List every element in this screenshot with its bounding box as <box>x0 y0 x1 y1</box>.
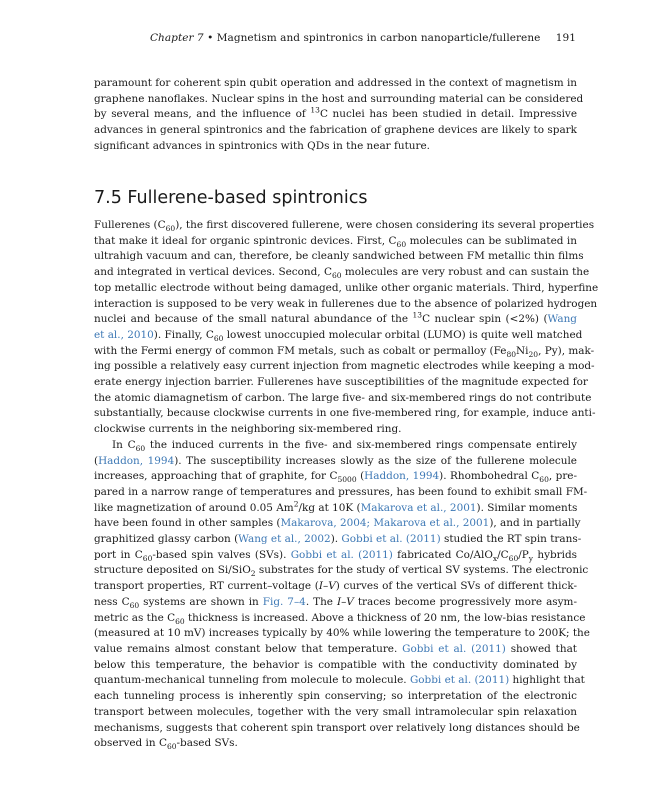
text-line: the atomic diamagnetism of carbon. The large five- and six-membered rings do not contribute <box>94 391 592 404</box>
citation-link[interactable]: Gobbi et al. (2011) <box>290 548 393 561</box>
chapter-label: Chapter 7 <box>149 32 204 44</box>
text-line: clockwise currents in the neighboring six-membered ring. <box>94 423 402 436</box>
citation-link[interactable]: Wang <box>547 313 577 326</box>
text-line: nuclei and because of the small natural abundance of the $^{13}$C nuclear spin (<2%) (Wang <box>94 310 577 326</box>
text-line: ness $C_{60}$ systems are shown in Fig. 7–4. The I–V traces become progressively more asym- <box>94 595 577 610</box>
text-line: by several means, and the influence of $^{13}$C nuclei has been studied in detail. Impressive <box>94 105 577 121</box>
page-number: 191 <box>555 32 576 44</box>
text-line: value remains almost constant below that temperature. Gobbi et al. (2011) showed that <box>94 642 578 655</box>
text-line: ultrahigh vacuum and can, therefore, be cleanly sandwiched between FM metallic thin films <box>94 250 584 263</box>
text-line: mechanisms, suggests that coherent spin transport over relatively long distances should be <box>94 721 580 734</box>
citation-link[interactable]: Makarova, 2004; Makarova et al., 2001 <box>280 517 490 530</box>
text-line: transport properties, RT current–voltage (I–V) curves of the vertical SVs of different thick- <box>94 580 578 593</box>
text-line: below this temperature, the behavior is compatible with the conductivity dominated by <box>94 658 577 671</box>
citation-link[interactable]: Gobbi et al. (2011) <box>341 533 441 546</box>
text-line: paramount for coherent spin qubit operation and addressed in the context of magnetism in <box>94 77 578 89</box>
running-header <box>94 32 576 44</box>
text-line: port in $C_{60}$-based spin valves (SVs). Gobbi et al. (2011) fabricated $Co/AlO_x/C_{60}/P_y$ hybrids <box>94 548 578 563</box>
text-line: top metallic electrode without being damaged, unlike other organic materials. Third, hyperfine <box>94 281 599 294</box>
text-line: have been found in other samples (Makarova, 2004; Makarova et al., 2001), and in partially <box>94 517 581 530</box>
citation-link[interactable]: Gobbi et al. (2011) <box>409 674 510 687</box>
text-line: and integrated in vertical devices. Second, $C_{60}$ molecules are very robust and can sustain the <box>94 266 590 281</box>
figure-link[interactable]: Fig. 7–4 <box>262 595 306 608</box>
text-line: like magnetization of around 0.05 Am$^2$/kg at 10K (Makarova et al., 2001). Similar moments <box>94 499 578 514</box>
text-line: transport between molecules, together with the very small intramolecular spin relaxation <box>94 705 577 718</box>
text-line: quantum-mechanical tunneling from molecule to molecule. Gobbi et al. (2011) highlight that <box>94 674 585 687</box>
text-line: advances in general spintronics and the fabrication of graphene devices are likely to spark <box>94 124 577 137</box>
text-line: with the Fermi energy of common FM metals, such as cobalt or permalloy ($Fe_{80}Ni_{20}$, Py), mak- <box>94 344 595 359</box>
header-bullet: • <box>207 32 214 44</box>
text-line: graphene nanoflakes. Nuclear spins in the host and surrounding material can be considered <box>94 92 584 105</box>
citation-link[interactable]: Makarova et al., 2001 <box>360 501 477 514</box>
text-line: (measured at 10 mV) increases typically by 40% while lowering the temperature to 200K; the <box>94 627 590 640</box>
section-heading: 7.5 Fullerene-based spintronics <box>94 188 368 208</box>
text-line: Fullerenes $(C_{60})$, the first discovered fullerene, were chosen considering its several properties <box>94 219 595 234</box>
chapter-title: Magnetism and spintronics in carbon nanoparticle/fullerene <box>216 32 541 44</box>
text-line: structure deposited on Si/SiO$_2$ substrates for the study of vertical SV systems. The electronic <box>94 564 589 579</box>
citation-link[interactable]: Wang et al., 2002 <box>238 533 331 546</box>
text-line: increases, approaching that of graphite, for $C_{5000}$ (Haddon, 1994). Rhombohedral $C_{60}$, pre- <box>94 470 578 485</box>
text-line: each tunneling process is inherently spin conserving; so interpretation of the electronic <box>94 690 577 703</box>
citation-link[interactable]: et al., 2010 <box>94 328 154 341</box>
text-line: ing possible a relatively easy current injection from magnetic electrodes while keeping a mod- <box>94 360 595 373</box>
text-line: graphitized glassy carbon (Wang et al., 2002). Gobbi et al. (2011) studied the RT spin trans- <box>94 533 582 546</box>
text-line: pared in a narrow range of temperatures and pressures, has been found to exhibit small FM- <box>94 485 588 498</box>
text-line: (Haddon, 1994). The susceptibility increases slowly as the size of the fullerene molecule <box>94 454 577 467</box>
text-line: observed in $C_{60}$-based SVs. <box>94 737 238 752</box>
text-line: erate energy injection barrier. Fullerenes have susceptibilities of the magnitude expected for <box>94 376 588 389</box>
text-line: In $C_{60}$ the induced currents in the five- and six-membered rings compensate entirely <box>112 438 577 453</box>
text-line: metric as the $C_{60}$ thickness is increased. Above a thickness of 20 nm, the low-bias resistance <box>94 611 586 626</box>
paragraph-intro <box>94 76 584 155</box>
citation-link[interactable]: Gobbi et al. (2011) <box>402 642 506 655</box>
text-line: et al., 2010). Finally, $C_{60}$ lowest unoccupied molecular orbital (LUMO) is quite well matched <box>94 328 583 343</box>
text-line: substantially, because clockwise currents in one five-membered ring, for example, induce anti- <box>94 407 596 420</box>
text-line: interaction is supposed to be very weak in fullerenes due to the absence of polarized hydrogen <box>94 297 598 310</box>
citation-link[interactable]: Haddon, 1994 <box>98 454 175 467</box>
text-line: significant advances in spintronics with QDs in the near future. <box>94 139 430 152</box>
citation-link[interactable]: Haddon, 1994 <box>364 470 440 483</box>
paragraph-fullerenes <box>94 218 599 752</box>
text-line: that make it ideal for organic spintronic devices. First, $C_{60}$ molecules can be sublimated in <box>94 234 577 249</box>
